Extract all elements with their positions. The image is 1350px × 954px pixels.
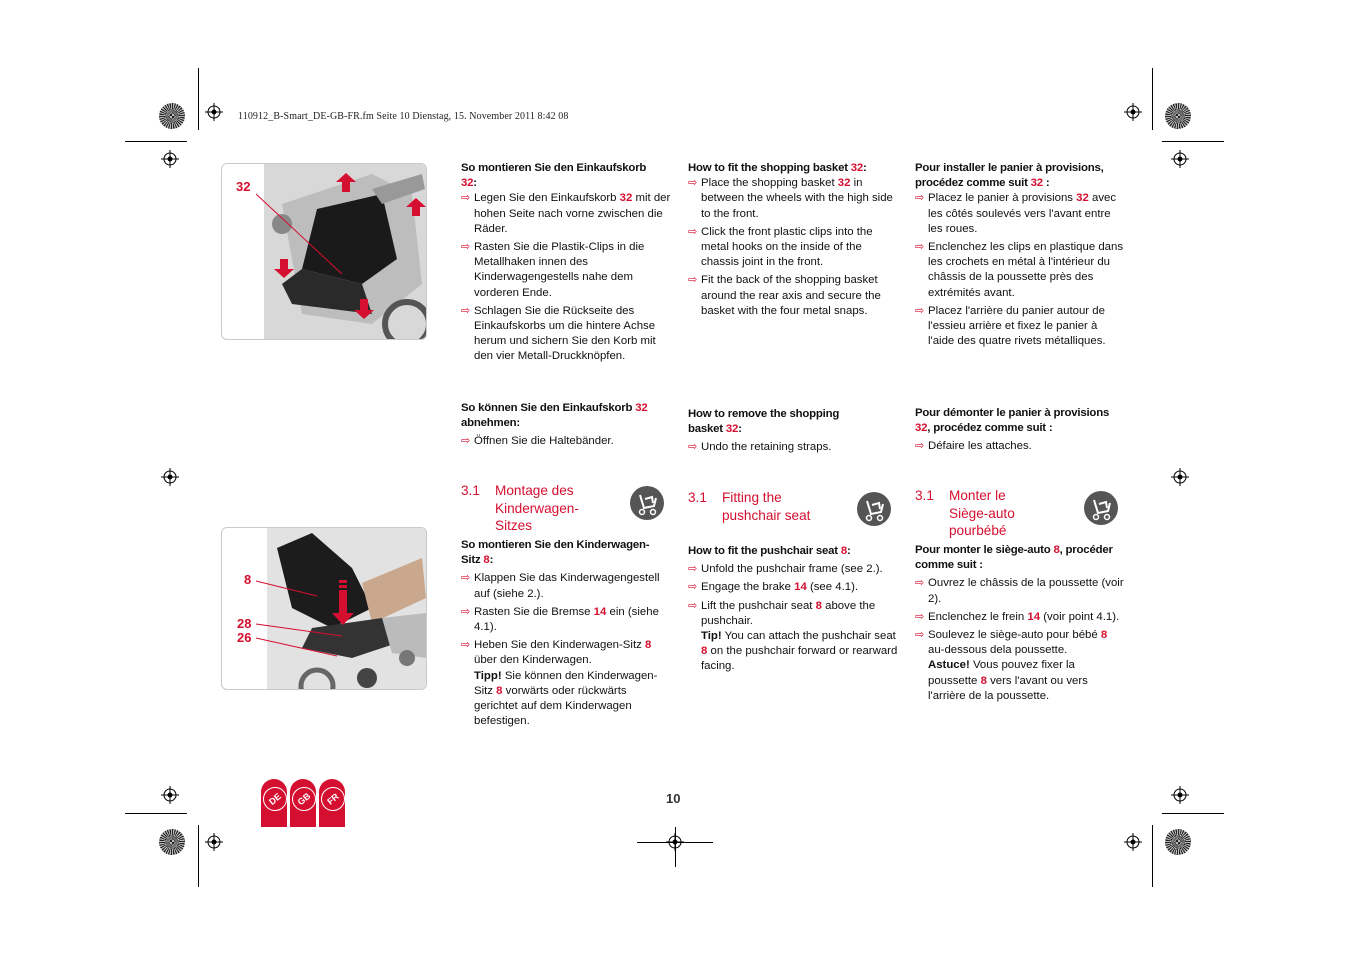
crop-mark bbox=[198, 825, 199, 887]
registration-mark-icon bbox=[1124, 103, 1142, 121]
registration-mark-icon bbox=[1171, 150, 1189, 168]
section-heading: Pour installer le panier à provisions, procédez comme suit 32 : bbox=[915, 162, 1104, 190]
arrow-icon: ⇨ bbox=[915, 577, 925, 590]
list-item: ⇨ Unfold the pushchair frame (see 2.). bbox=[688, 562, 898, 577]
list-item: ⇨ Placez le panier à provisions 32 avec les côtés soulevés vers l'avant entre les roues. bbox=[915, 192, 1117, 235]
color-rosette-icon bbox=[1165, 103, 1191, 129]
section-heading: Pour monter le siège-auto 8, procéder comme suit : bbox=[915, 544, 1113, 572]
list-item: ⇨ Click the front plastic clips into the metal hooks on the inside of the chassis joint in the front. bbox=[688, 225, 873, 269]
list-item: ⇨ Legen Sie den Einkaufskorb 32 mit der hohen Seite nach vorne zwischen die Räder. bbox=[461, 192, 671, 235]
pushchair-icon bbox=[630, 486, 664, 520]
crop-mark bbox=[125, 141, 187, 142]
registration-mark-icon bbox=[161, 468, 179, 486]
basket-figure bbox=[221, 163, 427, 340]
de-fit-basket bbox=[461, 161, 671, 368]
pushchair-icon bbox=[1084, 491, 1118, 525]
arrow-icon: ⇨ bbox=[461, 192, 471, 205]
de-remove-basket bbox=[461, 401, 671, 453]
crop-mark bbox=[1152, 825, 1153, 887]
list-item: ⇨ Fit the back of the shopping basket around the rear axis and secure the basket with the four metal snaps. bbox=[688, 274, 881, 317]
list-item: ⇨ Soulevez le siège-auto pour bébé 8 au-dessous dela poussette. Astuce! Vous pouvez fixer la poussette 8 vers l'avant ou vers l'arrière de la poussette. bbox=[915, 629, 1108, 702]
registration-mark-icon bbox=[1171, 786, 1189, 804]
crop-mark bbox=[125, 813, 187, 814]
section-heading: How to fit the shopping basket 32: bbox=[688, 162, 867, 174]
gb-fit-basket bbox=[688, 161, 898, 322]
fr-section-title: 3.1 Monter le Siège-auto pourbébé bbox=[915, 488, 1015, 538]
list-item: ⇨ Engage the brake 14 (see 4.1). bbox=[688, 580, 898, 595]
arrow-icon: ⇨ bbox=[688, 274, 698, 287]
gb-section-title: 3.1 Fitting the pushchair seat bbox=[688, 490, 811, 523]
fr-fit-basket bbox=[915, 161, 1125, 352]
arrow-icon: ⇨ bbox=[915, 304, 925, 317]
section-heading: Pour démonter le panier à provisions 32, procédez comme suit : bbox=[915, 407, 1110, 435]
list-item: ⇨ Place the shopping basket 32 in between the wheels with the high side to the front. bbox=[688, 177, 893, 220]
color-rosette-icon bbox=[1165, 829, 1191, 855]
arrow-icon: ⇨ bbox=[915, 629, 925, 642]
list-item: ⇨ Schlagen Sie die Rückseite des Einkaufskorbs um die hintere Achse herum und sichern Sie den Korb mit den vier Metall-Druckknöpfen. bbox=[461, 304, 656, 363]
registration-mark-icon bbox=[205, 103, 223, 121]
arrow-icon: ⇨ bbox=[915, 241, 925, 254]
section-heading: How to remove the shopping basket 32: bbox=[688, 408, 840, 436]
list-item: ⇨ Rasten Sie die Plastik-Clips in die Metallhaken innen des Kinderwagengestells nahe dem vorderen Ende. bbox=[461, 241, 645, 299]
arrow-icon: ⇨ bbox=[461, 572, 471, 585]
list-item: ⇨ Ouvrez le châssis de la poussette (voir 2). bbox=[915, 577, 1124, 605]
language-tab-de: DE bbox=[261, 779, 287, 827]
arrow-icon: ⇨ bbox=[915, 440, 925, 453]
list-item: ⇨ Enclenchez les clips en plastique dans les crochets en métal à l'intérieur du châssis de la poussette près des extrémités avant. bbox=[915, 241, 1124, 299]
section-heading: So montieren Sie den Einkaufskorb 32: bbox=[461, 162, 647, 190]
arrow-icon: ⇨ bbox=[688, 581, 698, 594]
gb-fit-seat bbox=[688, 544, 898, 678]
pushchair-icon bbox=[857, 492, 891, 526]
list-item: ⇨ Enclenchez le frein 14 (voir point 4.1). bbox=[915, 610, 1125, 625]
arrow-icon: ⇨ bbox=[461, 435, 471, 448]
language-tab-gb: GB bbox=[290, 779, 316, 827]
arrow-icon: ⇨ bbox=[461, 241, 471, 254]
language-tab-fr: FR bbox=[319, 779, 345, 827]
crop-mark bbox=[1162, 141, 1224, 142]
section-heading: So können Sie den Einkaufskorb 32 abnehmen: bbox=[461, 402, 648, 430]
arrow-icon: ⇨ bbox=[461, 605, 471, 618]
registration-mark-icon bbox=[161, 786, 179, 804]
callout-label: 26 bbox=[237, 630, 252, 645]
callout-label: 28 bbox=[237, 616, 252, 631]
arrow-icon: ⇨ bbox=[915, 610, 925, 623]
crop-mark bbox=[1152, 68, 1153, 130]
de-fit-seat bbox=[461, 538, 671, 732]
list-item: ⇨ Rasten Sie die Bremse 14 ein (siehe 4.1). bbox=[461, 605, 659, 634]
registration-mark-icon bbox=[1171, 468, 1189, 486]
basket-illustration bbox=[222, 164, 426, 339]
file-info-header: 110912_B-Smart_DE-GB-FR.fm Seite 10 Dienstag, 15. November 2011 8:42 08 bbox=[238, 111, 569, 122]
list-item: ⇨ Undo the retaining straps. bbox=[688, 440, 898, 455]
list-item: ⇨ Heben Sie den Kinderwagen-Sitz 8 über den Kinderwagen. Tipp! Sie können den Kinderwagen-Sitz 8 vorwärts oder rückwärts gerichtet auf dem Kinderwagen befestigen. bbox=[461, 639, 658, 728]
arrow-icon: ⇨ bbox=[461, 639, 471, 652]
color-rosette-icon bbox=[159, 829, 185, 855]
list-item: ⇨ Placez l'arrière du panier autour de l'essieu arrière et fixez le panier à l'aide des quatre rivets métalliques. bbox=[915, 304, 1106, 348]
list-item: ⇨ Öffnen Sie die Haltebänder. bbox=[461, 434, 671, 449]
arrow-icon: ⇨ bbox=[915, 192, 925, 205]
crop-mark bbox=[198, 68, 199, 130]
de-section-title: 3.1 Montage des Kinderwagen- Sitzes bbox=[461, 483, 579, 533]
callout-label: 8 bbox=[244, 572, 252, 587]
arrow-icon: ⇨ bbox=[688, 441, 698, 454]
section-heading: How to fit the pushchair seat 8: bbox=[688, 545, 851, 557]
list-item: ⇨ Défaire les attaches. bbox=[915, 439, 1125, 454]
gb-remove-basket bbox=[688, 407, 898, 459]
fr-fit-seat bbox=[915, 543, 1125, 707]
arrow-icon: ⇨ bbox=[688, 599, 698, 612]
arrow-icon: ⇨ bbox=[461, 304, 471, 317]
crop-mark bbox=[675, 827, 676, 867]
registration-mark-icon bbox=[1124, 833, 1142, 851]
color-rosette-icon bbox=[159, 103, 185, 129]
registration-mark-icon bbox=[205, 833, 223, 851]
list-item: ⇨ Klappen Sie das Kinderwagengestell auf (siehe 2.). bbox=[461, 572, 660, 600]
page-number: 10 bbox=[666, 791, 681, 806]
seat-illustration bbox=[222, 528, 426, 689]
crop-mark bbox=[1162, 813, 1224, 814]
seat-figure bbox=[221, 527, 427, 690]
arrow-icon: ⇨ bbox=[688, 225, 698, 238]
section-heading: So montieren Sie den Kinderwagen- Sitz 8: bbox=[461, 539, 650, 567]
arrow-icon: ⇨ bbox=[688, 563, 698, 576]
registration-mark-icon bbox=[161, 150, 179, 168]
arrow-icon: ⇨ bbox=[688, 177, 698, 190]
callout-label: 32 bbox=[236, 179, 251, 194]
list-item: ⇨ Lift the pushchair seat 8 above the pushchair. Tip! You can attach the pushchair seat 8 on the pushchair forward or rearward facing. bbox=[688, 599, 898, 673]
fr-remove-basket bbox=[915, 406, 1125, 458]
